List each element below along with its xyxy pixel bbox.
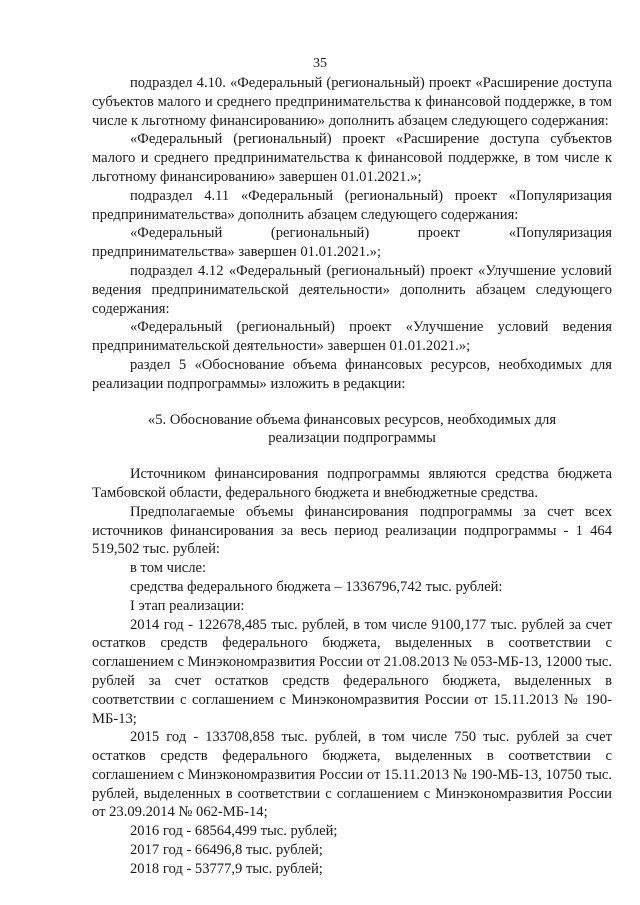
paragraph-total-volume: Предполагаемые объемы финансирования подпрограммы за счет всех источников финансирования за весь период реализации подпрограммы - 1 464 519,502 тыс. рублей: [92,503,612,558]
paragraph-including: в том числе: [130,560,207,577]
paragraph-quote-4-12: «Федеральный (региональный) проект «Улучшение условий ведения предпринимательской деятельности» завершен 01.01.2021.»; [92,319,612,355]
paragraph-quote-4-10: «Федеральный (региональный) проект «Расширение доступа субъектов малого и среднего предпринимательства к финансовой поддержке, в том числе к льготному финансированию» завершен 01.01.2021.»; [92,131,612,185]
paragraph-stage-one: I этап реализации: [130,597,245,614]
document-body [92,74,612,879]
spacer [92,448,612,465]
paragraph-year-2014: 2014 год - 122678,485 тыс. рублей, в том числе 9100,177 тыс. рублей за счет остатков средств федерального бюджета, выделенных в соответствии с соглашением с Минэкономразвития России от 21.08.2013 № 053-МБ-13, 12000 тыс. рублей за счет остатков средств федерального бюджета, выделенных в соответствии с соглашением с Минэкономразвития России от 15.11.2013 № 190-МБ-13; [92,616,612,727]
paragraph-subsection-4-10: подраздел 4.10. «Федеральный (региональный) проект «Расширение доступа субъектов малого и среднего предпринимательства к финансовой поддержке, в том числе к льготному финансированию» дополнить абзацем следующего содержания: [92,75,612,129]
paragraph-quote-4-11: «Федеральный (региональный) проект «Популяризация предпринимательства» завершен 01.01.2021.»; [92,225,612,261]
paragraph-year-2015: 2015 год - 133708,858 тыс. рублей, в том числе 750 тыс. рублей за счет остатков средств федерального бюджета, выделенных в соответствии с соглашением с Минэкономразвития России от 15.11.2013 № 190-МБ-13, 10750 тыс. рублей, выделенных в соответствии с соглашением с Минэкономразвития России от 23.09.2014 № 062-МБ-14; [92,729,612,821]
section-heading: «5. Обоснование объема финансовых ресурсов, необходимых для реализации подпрограммы [147,411,557,447]
paragraph-year-2017: 2017 год - 66496,8 тыс. рублей; [130,842,323,859]
page-number: 35 [313,56,327,71]
paragraph-funding-source: Источником финансирования подпрограммы являются средства бюджета Тамбовской области, федерального бюджета и внебюджетные средства. [92,466,612,501]
spacer [92,394,612,411]
paragraph-year-2016: 2016 год - 68564,499 тыс. рублей; [130,823,338,840]
paragraph-federal-budget: средства федерального бюджета – 1336796,742 тыс. рублей: [130,578,503,595]
paragraph-subsection-4-12: подраздел 4.12 «Федеральный (региональный) проект «Улучшение условий ведения предпринимательской деятельности» дополнить абзацем следующего содержания: [92,262,612,317]
paragraph-subsection-4-11: подраздел 4.11 «Федеральный (региональный) проект «Популяризация предпринимательства» дополнить абзацем следующего содержания: [92,187,612,223]
paragraph-year-2018: 2018 год - 53777,9 тыс. рублей; [130,860,323,877]
paragraph-section-5-intro: раздел 5 «Обоснование объема финансовых ресурсов, необходимых для реализации подпрограммы» изложить в редакции: [92,356,612,392]
